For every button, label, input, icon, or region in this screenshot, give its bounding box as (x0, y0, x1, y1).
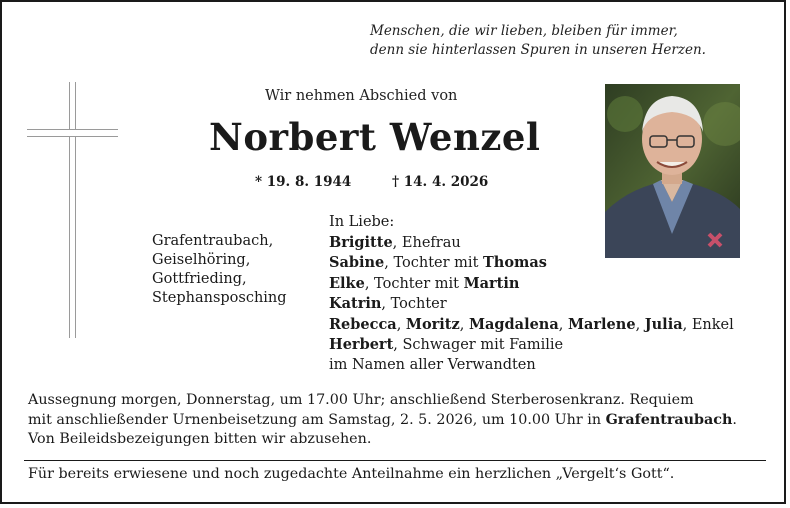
mourner-row: Sabine, Tochter mit Thomas (329, 254, 547, 271)
grandchildren-row: Rebecca, Moritz, Magdalena, Marlene, Julia, Enkel (329, 315, 734, 333)
mourner-row: Katrin, Tochter (329, 295, 447, 312)
quote-line-1: Menschen, die wir lieben, bleiben für immer, (370, 23, 678, 39)
service-line-2: mit anschließender Urnenbeisetzung am Samstag, 2. 5. 2026, um 10.00 Uhr in Grafentraubach. (28, 411, 737, 428)
place-item: Stephansposching (152, 290, 287, 306)
service-line-1: Aussegnung morgen, Donnerstag, um 17.00 Uhr; anschließend Sterberosenkranz. Requiem (28, 392, 694, 408)
deceased-name: Norbert Wenzel (209, 115, 541, 159)
farewell-intro: Wir nehmen Abschied von (265, 88, 458, 104)
service-details (28, 391, 778, 450)
service-line-3: Von Beileidsbezeigungen bitten wir abzusehen. (28, 431, 372, 447)
mourner-row: Elke, Tochter mit Martin (329, 274, 520, 292)
mourner-row: Brigitte, Ehefrau (329, 233, 461, 251)
quote-line-2: denn sie hinterlassen Spuren in unseren Herzen. (370, 42, 706, 58)
thanks-line: Für bereits erwiesene und noch zugedachte Anteilnahme ein herzlichen „Vergelt‘s Gott“. (28, 466, 675, 482)
memorial-quote (370, 22, 706, 60)
divider (24, 460, 766, 461)
place-item: Gottfrieding, (152, 271, 247, 287)
mourners-intro: In Liebe: (329, 214, 395, 230)
places-list (152, 232, 287, 308)
place-item: Grafentraubach, (152, 233, 274, 249)
place-item: Geiselhöring, (152, 252, 251, 268)
mourner-row: Herbert, Schwager mit Familie (329, 336, 564, 353)
death-date: † 14. 4. 2026 (392, 174, 489, 190)
birth-date: * 19. 8. 1944 (255, 174, 352, 190)
mourners-list (329, 213, 734, 375)
mourners-others: im Namen aller Verwandten (329, 356, 536, 373)
